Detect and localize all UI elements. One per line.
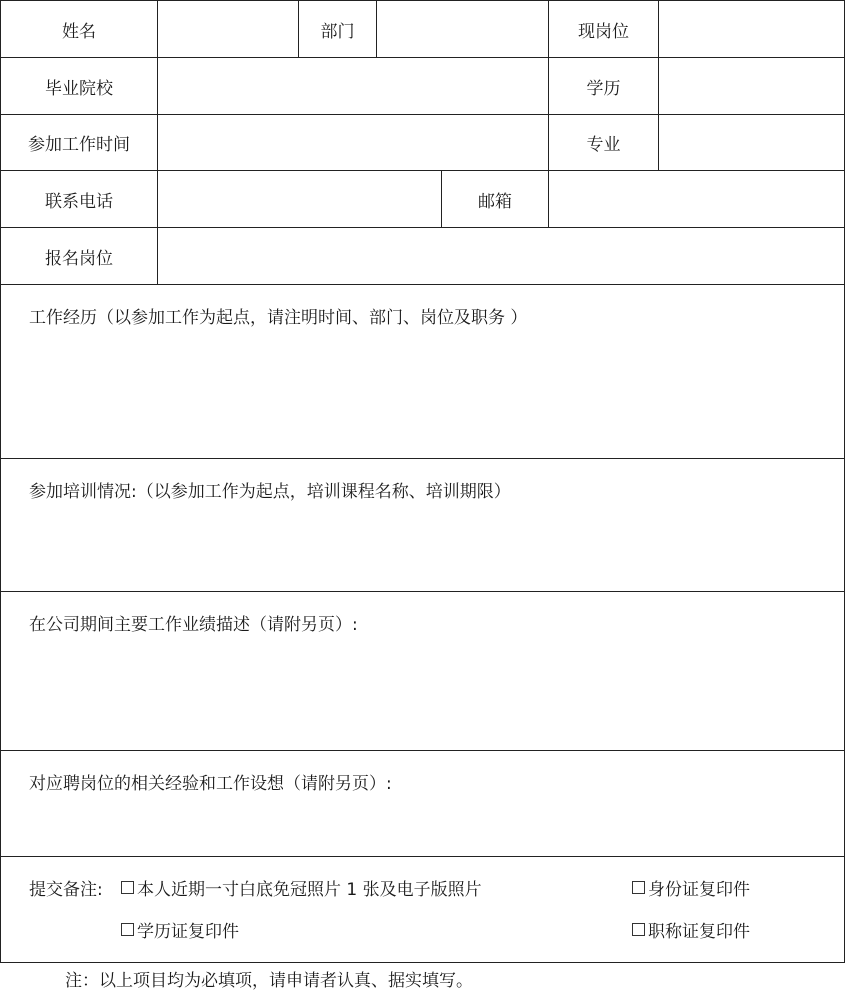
department-label-cell [298,0,376,57]
id-copy-item[interactable] [632,875,750,900]
phone-label-cell [0,170,157,227]
diploma-copy-item[interactable] [121,917,239,942]
department-label: 部门 [320,21,355,42]
title-cert-copy-item-label: 职称证复印件 [648,922,750,942]
department-input-cell[interactable] [376,0,548,57]
major-input-cell[interactable] [658,114,845,170]
email-label-cell [441,170,548,227]
title-cert-copy-checkbox[interactable] [632,923,645,936]
experience-section[interactable] [0,750,845,856]
title-cert-copy-item[interactable] [632,917,750,942]
name-input-cell[interactable] [157,0,298,57]
education-input-cell[interactable] [658,57,845,114]
apply-position-input-cell[interactable] [157,227,845,284]
major-label-cell [548,114,658,170]
performance-section[interactable] [0,591,845,750]
performance-heading: 在公司期间主要工作业绩描述（请附另页）: [29,615,358,635]
email-label: 邮箱 [478,191,512,212]
submission-label: 提交备注: [29,880,103,900]
education-label: 学历 [586,78,621,99]
apply-position-label: 报名岗位 [45,248,113,269]
apply-position-label-cell [0,227,157,284]
work-history-heading: 工作经历（以参加工作为起点，请注明时间、部门、岗位及职务 ） [29,308,528,328]
work-start-label: 参加工作时间 [28,135,130,155]
training-section[interactable] [0,458,845,591]
school-label-cell [0,57,157,114]
name-label: 姓名 [62,21,96,42]
phone-input-cell[interactable] [157,170,441,227]
major-label: 专业 [586,135,621,155]
phone-label: 联系电话 [45,191,113,212]
photo-item[interactable] [121,875,482,900]
photo-item-label: 本人近期一寸白底免冠照片 1 张及电子版照片 [137,880,482,900]
education-label-cell [548,57,658,114]
id-copy-checkbox[interactable] [632,881,645,894]
school-label: 毕业院校 [45,78,113,99]
current-position-label-cell [548,0,658,57]
school-input-cell[interactable] [157,57,548,114]
id-copy-item-label: 身份证复印件 [648,880,750,900]
experience-heading: 对应聘岗位的相关经验和工作设想（请附另页）: [29,774,392,794]
diploma-copy-checkbox[interactable] [121,923,134,936]
work-history-section[interactable] [0,284,845,458]
current-position-label: 现岗位 [578,21,629,42]
email-input-cell[interactable] [548,170,845,227]
name-label-cell [0,0,157,57]
current-position-input-cell[interactable] [658,0,845,57]
footer-note: 注：以上项目均为必填项，请申请者认真、据实填写。 [65,971,473,991]
submission-section [0,856,845,963]
work-start-label-cell [0,114,157,170]
diploma-copy-item-label: 学历证复印件 [137,922,239,942]
work-start-input-cell[interactable] [157,114,548,170]
photo-checkbox[interactable] [121,881,134,894]
training-heading: 参加培训情况:（以参加工作为起点，培训课程名称、培训期限） [29,482,511,502]
